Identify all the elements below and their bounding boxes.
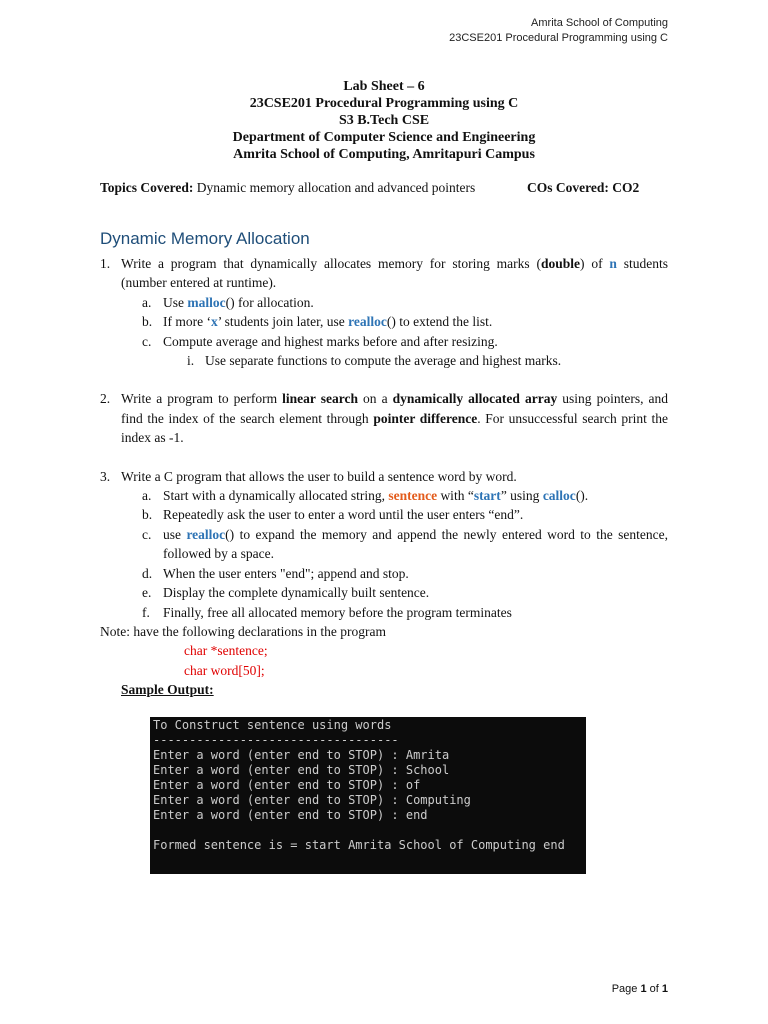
keyword-calloc: calloc — [542, 488, 576, 504]
text-run: using pointers, and find the index of the search element through — [121, 391, 668, 426]
question-number: 3. — [100, 468, 111, 484]
console-line: To Construct sentence using words — [153, 718, 392, 732]
keyword-malloc: malloc — [187, 294, 226, 310]
text-run: ) of — [580, 256, 610, 271]
item-label: i. — [187, 353, 195, 369]
topics-value: Dynamic memory allocation and advanced pointers — [196, 180, 476, 195]
console-line: Enter a word (enter end to STOP) : of — [153, 778, 421, 792]
text-run: Display the complete dynamically built sentence. — [163, 585, 430, 601]
page-total: 1 — [661, 983, 668, 995]
text-run: () for allocation. — [225, 294, 314, 310]
keyword-realloc: realloc — [186, 526, 226, 542]
question-1 — [100, 254, 668, 293]
header-course: 23CSE201 Procedural Programming using C — [449, 32, 668, 44]
header-school: Amrita School of Computing — [531, 17, 668, 29]
course-title: 23CSE201 Procedural Programming using C — [249, 96, 519, 111]
page-footer — [612, 983, 668, 995]
q1-item-a — [142, 293, 668, 312]
item-label: a. — [142, 294, 152, 310]
question-number: 2. — [100, 391, 111, 407]
title-block — [0, 78, 768, 163]
text-run: If more ‘ — [163, 314, 211, 330]
console-line: ---------------------------------- — [153, 733, 399, 747]
q3-item-d — [142, 564, 668, 583]
question-text — [121, 254, 668, 293]
page-current: 1 — [640, 983, 647, 995]
text-run: Write a program that dynamically allocates memory for storing marks ( — [121, 256, 541, 271]
text-run: Write a program to perform — [121, 391, 283, 407]
text-run: . For unsuccessful search print the index as -1. — [121, 410, 668, 446]
keyword-pointer-difference: pointer difference — [373, 410, 478, 426]
q1-item-c — [142, 332, 668, 351]
console-line: Enter a word (enter end to STOP) : Computing — [153, 793, 471, 807]
program-title: S3 B.Tech CSE — [338, 113, 430, 128]
text-run: on a — [357, 391, 393, 407]
text-run: Use — [163, 294, 188, 310]
item-label: b. — [142, 507, 153, 523]
declaration-word: char word[50]; — [184, 662, 265, 678]
topics-line — [100, 179, 668, 196]
text-run: use — [163, 526, 187, 542]
q3-item-b — [142, 505, 668, 524]
q3-item-f — [142, 603, 668, 622]
text-run: with “ — [437, 488, 474, 504]
footer-mid: of — [646, 983, 662, 995]
console-output — [150, 717, 586, 874]
q1-item-c-i — [187, 351, 668, 370]
question-2 — [100, 389, 668, 447]
question-3 — [100, 467, 668, 486]
text-run: ” using — [500, 488, 543, 504]
item-label: c. — [142, 526, 152, 542]
lab-sheet-title: Lab Sheet – 6 — [343, 79, 425, 94]
item-label: c. — [142, 333, 152, 349]
text-run: (). — [575, 488, 589, 504]
console-line: Enter a word (enter end to STOP) : Amrita — [153, 748, 450, 762]
text-run: () to extend the list. — [386, 314, 493, 330]
sample-output-label: Sample Output: — [121, 682, 214, 698]
console-line: Formed sentence is = start Amrita School of Computing end — [153, 838, 565, 852]
text-run: Start with a dynamically allocated string, — [163, 488, 389, 504]
running-header — [449, 16, 668, 46]
text-run: ’ students join later, use — [217, 314, 349, 330]
text-run: Repeatedly ask the user to enter a word until the user enters “end”. — [163, 507, 524, 523]
q3-item-e — [142, 583, 668, 602]
q3-item-c — [142, 525, 668, 564]
text-run: Finally, free all allocated memory before the program terminates — [163, 604, 512, 620]
department-title: Department of Computer Science and Engineering — [232, 130, 536, 145]
item-label: d. — [142, 565, 153, 581]
console-line — [153, 823, 583, 838]
keyword-realloc: realloc — [348, 314, 387, 330]
item-label: a. — [142, 488, 152, 504]
item-label: b. — [142, 314, 153, 330]
text-run: Compute average and highest marks before and after resizing. — [163, 333, 498, 349]
questions-body — [100, 254, 668, 700]
keyword-linear-search: linear search — [282, 391, 358, 407]
item-label: f. — [142, 604, 150, 620]
text-run: When the user enters "end"; append and stop. — [163, 565, 409, 581]
footer-prefix: Page — [611, 983, 641, 995]
question-text — [121, 389, 668, 447]
item-label: e. — [142, 585, 152, 601]
keyword-n: n — [609, 256, 617, 271]
q1-item-b — [142, 312, 668, 331]
campus-title: Amrita School of Computing, Amritapuri Campus — [233, 147, 535, 162]
cos-label: COs Covered: — [527, 180, 609, 195]
text-run: () to expand the memory and append the newly entered word to the sentence, followed by a space. — [163, 526, 668, 562]
cos-covered — [527, 179, 639, 196]
q3-item-a — [142, 486, 668, 505]
question-text: Write a C program that allows the user to build a sentence word by word. — [121, 468, 517, 484]
note-text: Note: have the following declarations in the program — [100, 623, 387, 639]
question-number: 1. — [100, 256, 111, 271]
cos-value: CO2 — [612, 180, 640, 195]
spacer — [100, 448, 668, 467]
text-run: students (number entered at runtime). — [121, 256, 668, 291]
topics-label: Topics Covered: — [100, 180, 194, 195]
console-line: Enter a word (enter end to STOP) : end — [153, 808, 428, 822]
declaration-sentence: char *sentence; — [184, 643, 268, 659]
keyword-start: start — [473, 488, 501, 504]
keyword-double: double — [540, 256, 581, 271]
console-line: Enter a word (enter end to STOP) : School — [153, 763, 450, 777]
keyword-dynamic-array: dynamically allocated array — [392, 391, 558, 407]
spacer — [100, 370, 668, 389]
keyword-x: x — [210, 314, 218, 330]
text-run: Use separate functions to compute the average and highest marks. — [205, 353, 562, 369]
section-heading: Dynamic Memory Allocation — [100, 229, 310, 248]
keyword-sentence: sentence — [388, 488, 438, 504]
